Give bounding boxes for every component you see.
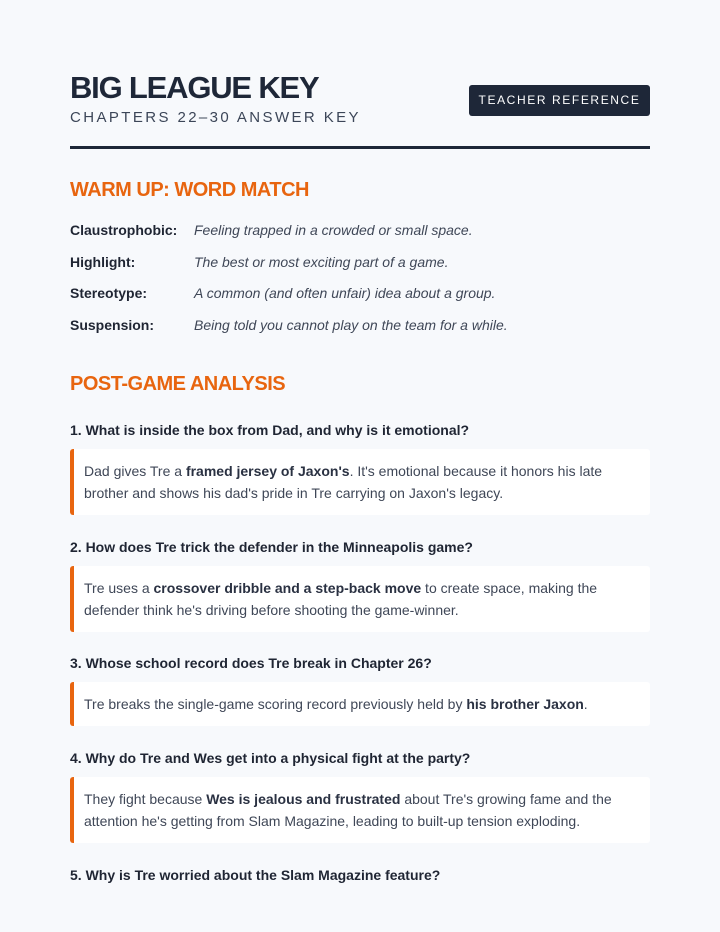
answer-highlight: his brother Jaxon [466, 696, 584, 712]
vocab-term: Stereotype: [70, 285, 148, 302]
question-block [70, 654, 650, 726]
answer-text: about Tre's growing fame and the attention he's getting from Slam Magazine, leading to built-up tension exploding. [84, 791, 612, 829]
question-text: 1. What is inside the box from Dad, and why is it emotional? [70, 422, 470, 438]
analysis-section-title: POST-GAME ANALYSIS [70, 373, 286, 395]
vocab-term: Suspension: [70, 316, 155, 333]
answer-text: Tre breaks the single-game scoring record previously held by [84, 696, 467, 712]
vocab-definition: A common (and often unfair) idea about a group. [194, 285, 496, 302]
vocab-definition: Feeling trapped in a crowded or small space. [194, 221, 473, 238]
question-block [70, 421, 650, 515]
answer-text: Dad gives Tre a [84, 463, 186, 479]
warmup-section-title: WARM UP: WORD MATCH [70, 179, 309, 201]
answer-highlight: Wes is jealous and frustrated [206, 791, 401, 807]
answer-box [70, 449, 650, 515]
answer-box [70, 566, 650, 632]
answer-text: . [583, 696, 588, 712]
vocab-definition: The best or most exciting part of a game. [194, 253, 449, 270]
answer-text: They fight because [84, 791, 207, 807]
answer-box [70, 682, 650, 726]
word-match-item [70, 309, 650, 341]
question-text: 2. How does Tre trick the defender in the Minneapolis game? [70, 539, 473, 555]
question-text: 5. Why is Tre worried about the Slam Magazine feature? [70, 867, 441, 883]
question-block [70, 866, 650, 884]
answer-text: . It's emotional because it honors his late brother and shows his dad's pride in Tre carrying on Jaxon's legacy. [84, 463, 603, 501]
page-subtitle: CHAPTERS 22–30 ANSWER KEY [70, 109, 361, 126]
answer-text: Tre uses a [84, 580, 154, 596]
word-match-list [70, 214, 650, 341]
answer-text: to create space, making the defender think he's driving before shooting the game-winner. [84, 580, 598, 618]
page-header [70, 0, 650, 149]
word-match-item [70, 277, 650, 309]
answer-highlight: crossover dribble and a step-back move [153, 580, 422, 596]
question-text: 4. Why do Tre and Wes get into a physical fight at the party? [70, 750, 471, 766]
word-match-item [70, 246, 650, 278]
teacher-reference-badge: TEACHER REFERENCE [469, 85, 650, 116]
question-text: 3. Whose school record does Tre break in Chapter 26? [70, 655, 432, 671]
answer-highlight: framed jersey of Jaxon's [185, 463, 350, 479]
question-block [70, 538, 650, 632]
page-title: BIG LEAGUE KEY [70, 70, 319, 105]
question-block [70, 749, 650, 843]
vocab-definition: Being told you cannot play on the team for a while. [194, 316, 508, 333]
vocab-term: Highlight: [70, 253, 136, 270]
answer-box [70, 777, 650, 843]
word-match-item [70, 214, 650, 246]
vocab-term: Claustrophobic: [70, 221, 178, 238]
